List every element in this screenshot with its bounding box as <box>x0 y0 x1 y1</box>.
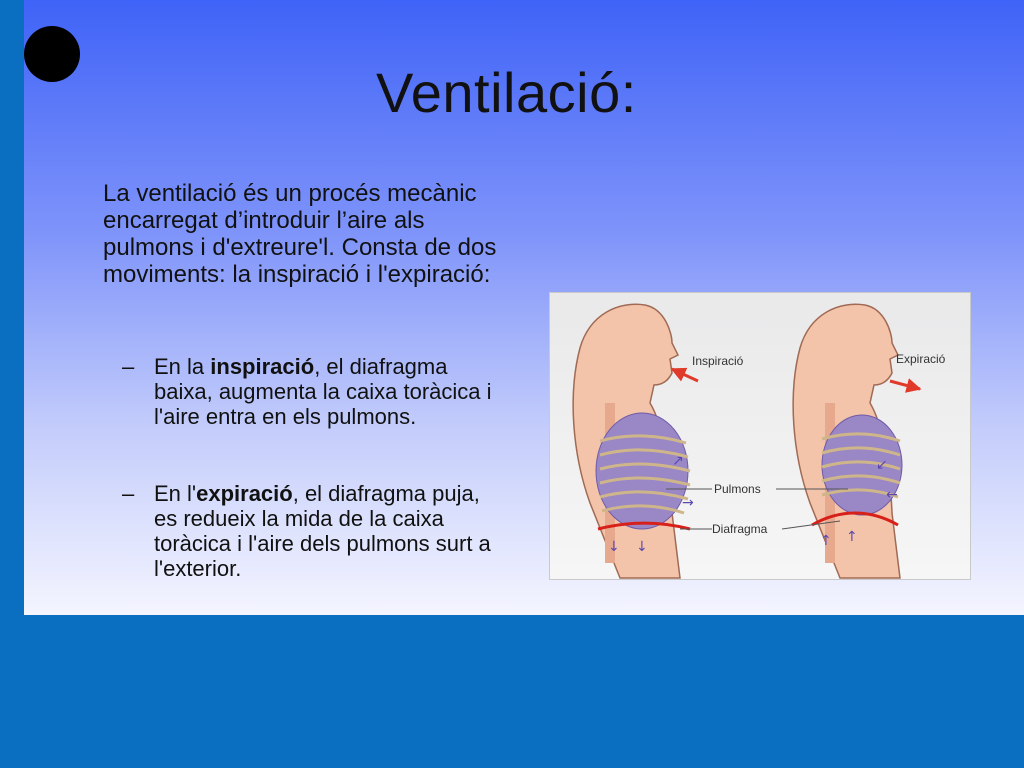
point-expiration <box>122 481 502 581</box>
dash-bullet: – <box>122 481 135 506</box>
title-bullet-dot <box>24 26 80 82</box>
svg-text:←: ← <box>886 487 898 503</box>
svg-text:↙: ↙ <box>876 457 888 473</box>
svg-text:↗: ↗ <box>672 453 684 469</box>
label-lungs: Pulmons <box>714 482 761 496</box>
svg-text:→: → <box>682 495 694 511</box>
point-inspiration <box>122 354 502 429</box>
dash-bullet: – <box>122 354 135 379</box>
intro-paragraph: La ventilació és un procés mecànic encarregat d’introduir l’aire als pulmons i d'extreure'l. Consta de dos moviments: la inspiració i l'expiració: <box>103 180 497 288</box>
svg-text:↓: ↓ <box>608 539 620 555</box>
svg-text:↓: ↓ <box>636 539 648 555</box>
label-expiration: Expiració <box>896 352 946 366</box>
svg-text:↑: ↑ <box>846 529 858 545</box>
point-expiration-text: En l'expiració, el diafragma puja, es redueix la mida de la caixa toràcica i l'aire dels pulmons surt a l'exterior. <box>154 481 491 581</box>
breathing-illustration <box>549 292 971 580</box>
svg-text:↑: ↑ <box>820 533 832 549</box>
point-inspiration-text: En la inspiració, el diafragma baixa, augmenta la caixa toràcica i l'aire entra en els pulmons. <box>154 354 492 429</box>
slide-title: Ventilació: <box>376 61 637 124</box>
label-diaphragm: Diafragma <box>712 522 768 536</box>
label-inspiration: Inspiració <box>692 354 744 368</box>
